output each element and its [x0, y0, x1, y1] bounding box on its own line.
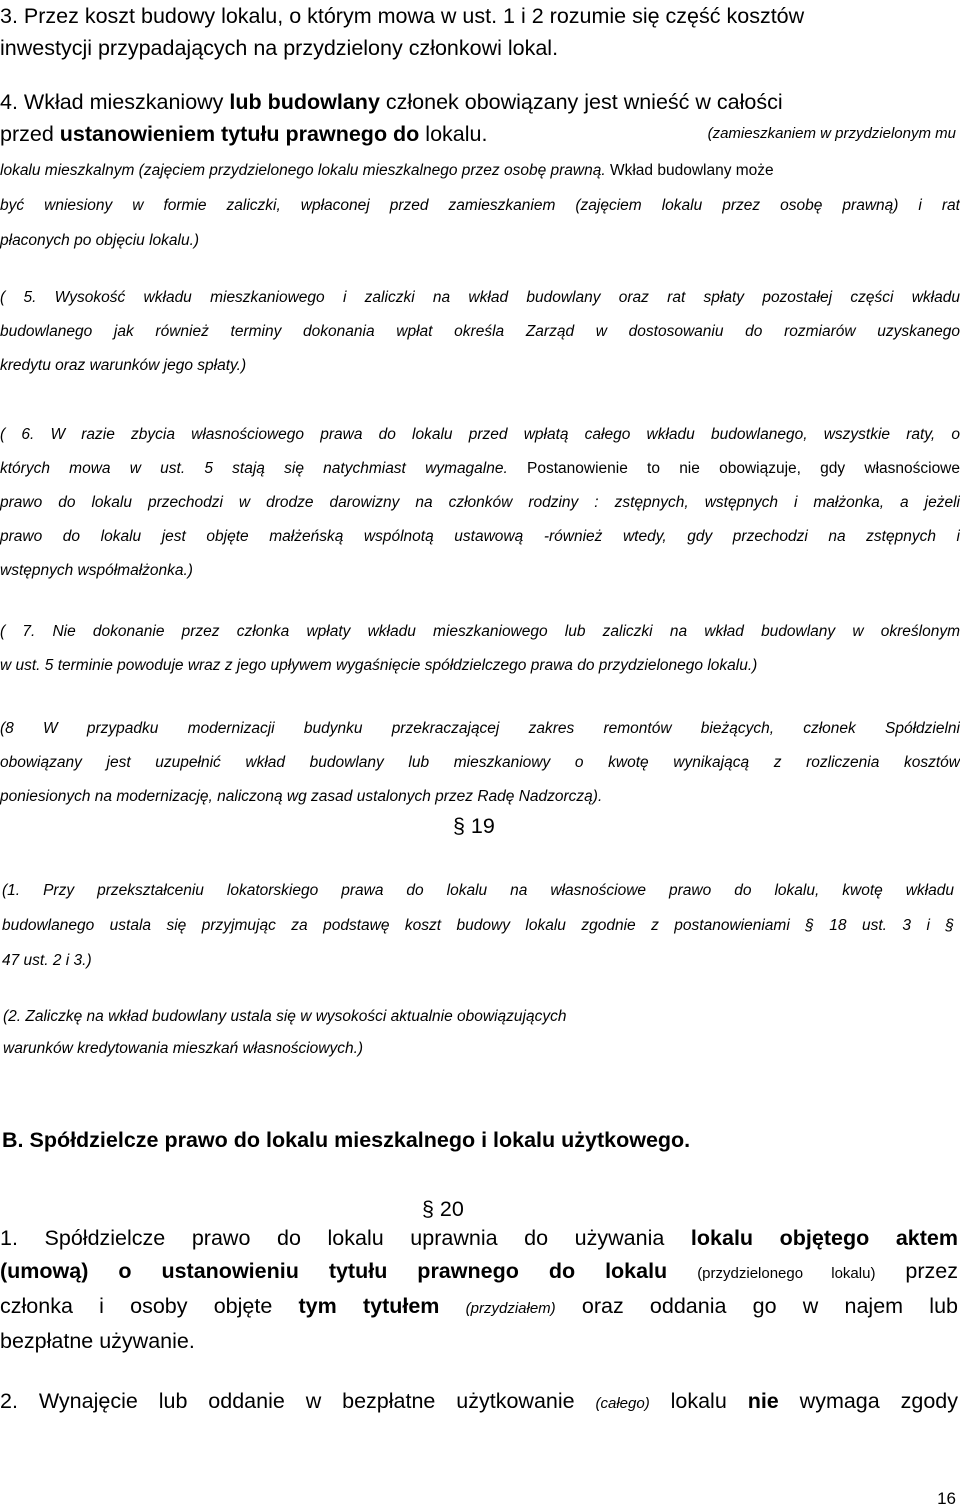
b2-text: 2. Wynajęcie lub oddanie w bezpłatne użytkowanie [0, 1389, 596, 1413]
s19-p2-line-2: warunków kredytowania mieszkań własnościowych.) [3, 1040, 364, 1057]
b2-rest: wymaga zgody [778, 1389, 958, 1413]
p5-line-3: kredytu oraz warunków jego spłaty.) [0, 357, 247, 374]
b1-line-3 [0, 1290, 958, 1325]
paragraph-4 [0, 86, 960, 150]
b1-l2-note: (przydzielonego lokalu) [697, 1265, 876, 1282]
b1-l2-bold: (umową) o ustanowieniu tytułu prawnego do lokalu [0, 1259, 668, 1283]
p4-line-5: płaconych po objęciu lokalu.) [0, 232, 200, 249]
b1-l2-rest: przez [875, 1259, 959, 1283]
b1-l3-text: członka i osoby objęte [0, 1294, 299, 1318]
b1-line-4: bezpłatne używanie. [0, 1329, 195, 1353]
p7-line-1: ( 7. Nie dokonanie przez członka wpłaty wkładu mieszkaniowego lub zaliczki na wkład budowlany w określonym [0, 623, 960, 640]
paragraph-3 [0, 0, 960, 64]
b1-line-2 [0, 1255, 958, 1290]
p4-l2-rest: lokalu. [419, 122, 488, 146]
p8-line-1: (8 W przypadku modernizacji budynku przekraczającej zakres remontów bieżących, członek Spółdzielni [0, 720, 960, 737]
b1-l1-text: 1. Spółdzielcze prawo do lokalu uprawnia do używania [0, 1226, 691, 1250]
p6-line-3: prawo do lokalu przechodzi w drodze darowizny na członków rodziny : zstępnych, wstępnych i małżonka, a jeżeli [0, 494, 960, 511]
p6-line-4: prawo do lokalu jest objęte małżeńską wspólnotą ustawową -również wtedy, gdy przechodzi na zstępnych i [0, 528, 960, 545]
paragraph-6 [0, 418, 960, 588]
p4-line-2 [0, 118, 960, 150]
p4-line-3 [0, 153, 960, 188]
s19-p1-line-2: budowlanego ustala się przyjmując za podstawę koszt budowy lokalu zgodnie z postanowieniami § 18 ust. 3 i § [2, 917, 954, 934]
s19-p2-line-1: (2. Zaliczkę na wkład budowlany ustala się w wysokości aktualnie obowiązujących [3, 1008, 567, 1025]
paragraph-5 [0, 281, 960, 383]
section-b-paragraph-2 [0, 1385, 958, 1420]
section-20-heading: § 20 [422, 1197, 464, 1221]
section-b-heading: B. Spółdzielcze prawo do lokalu mieszkalnego i lokalu użytkowego. [2, 1128, 691, 1152]
b2-text-2: lokalu [649, 1389, 748, 1413]
paragraph-7 [0, 615, 960, 683]
p5-line-1: ( 5. Wysokość wkładu mieszkaniowego i zaliczki na wkład budowlany oraz rat spłaty pozostałej części wkładu [0, 289, 960, 306]
p7-line-2: w ust. 5 terminie powoduje wraz z jego upływem wygaśnięcie spółdzielczego prawa do przydzielonego lokalu.) [0, 657, 758, 674]
section-19-paragraph-2 [3, 1001, 703, 1065]
b2-bold: nie [747, 1389, 779, 1413]
p6-l2-text: których mowa w ust. 5 stają się natychmiast wymagalne. [0, 460, 508, 477]
p3-line-1: 3. Przez koszt budowy lokalu, o którym mowa w ust. 1 i 2 rozumie się część kosztów [0, 4, 805, 28]
b2-note: (całego) [595, 1395, 650, 1412]
p4-l1-text: 4. Wkład mieszkaniowy [0, 90, 230, 114]
b1-l3-rest: oraz oddania go w najem lub [555, 1294, 958, 1318]
p4-line-1 [0, 86, 960, 118]
p6-l2-rest: Postanowienie to nie obowiązuje, gdy własnościowe [507, 460, 960, 477]
section-19-heading: § 19 [453, 814, 495, 838]
b1-l3-bold: tym tytułem [298, 1294, 440, 1318]
b1-l3-note: (przydziałem) [465, 1300, 556, 1317]
p8-line-2: obowiązany jest uzupełnić wkład budowlany lub mieszkaniowy o kwotę wynikającą z rozliczenia kosztów [0, 754, 960, 771]
p4-l2-bold: ustanowieniem tytułu prawnego do [59, 122, 420, 146]
paragraph-4-continued [0, 153, 960, 258]
p6-line-2 [0, 452, 960, 486]
p4-l1-bold: lub budowlany [229, 90, 380, 114]
p4-l1-rest: członek obowiązany jest wnieść w całości [379, 90, 783, 114]
p4-l2-note: (zamieszkaniem w przydzielonym mu [707, 125, 956, 142]
b2-line-1 [0, 1385, 958, 1420]
paragraph-8 [0, 712, 960, 814]
p6-line-5: wstępnych współmałżonka.) [0, 562, 193, 579]
s19-p1-line-3: 47 ust. 2 i 3.) [2, 952, 92, 969]
s19-p1-line-1: (1. Przy przekształceniu lokatorskiego prawa do lokalu na własnościowe prawo do lokalu, kwotę wkładu [2, 882, 954, 899]
section-b-paragraph-1 [0, 1222, 958, 1358]
p4-line-4: być wniesiony w formie zaliczki, wpłaconej przed zamieszkaniem (zajęciem lokalu przez osobę prawną) i rat [0, 197, 960, 214]
page-number: 16 [937, 1489, 956, 1508]
b1-l1-bold: lokalu objętego aktem [690, 1226, 958, 1250]
p4-l3-text: lokalu mieszkalnym (zajęciem przydzielonego lokalu mieszkalnego przez osobę prawną. [0, 162, 606, 179]
p8-line-3: poniesionych na modernizację, naliczoną wg zasad ustalonych przez Radę Nadzorczą). [0, 788, 603, 805]
p4-l2-text: przed [0, 122, 60, 146]
p3-line-2: inwestycji przypadających na przydzielony członkowi lokal. [0, 36, 559, 60]
p5-line-2: budowlanego jak również terminy dokonania wpłat określa Zarząd w dostosowaniu do rozmiarów uzyskanego [0, 323, 960, 340]
b1-line-1 [0, 1222, 958, 1255]
section-19-paragraph-1 [2, 873, 954, 978]
p4-l3-rest: Wkład budowlany może [605, 162, 774, 179]
p6-line-1: ( 6. W razie zbycia własnościowego prawa do lokalu przed wpłatą całego wkładu budowlanego, wszystkie raty, o [0, 426, 960, 443]
